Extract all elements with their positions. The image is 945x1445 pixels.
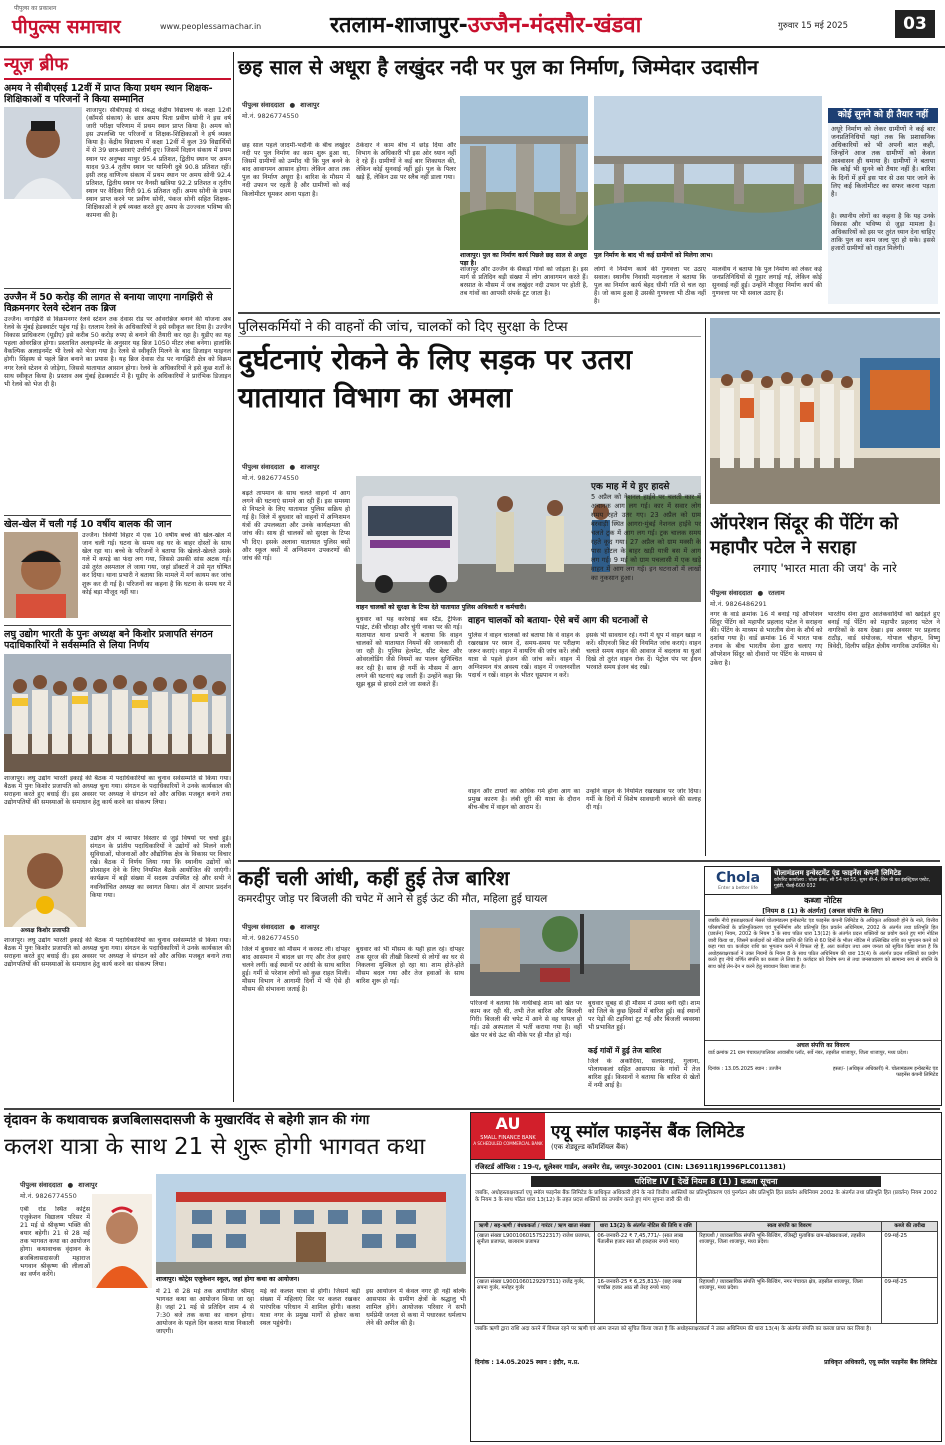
byline-phone: मो.नं. 9826774550	[242, 112, 299, 120]
chola-logo	[705, 867, 771, 894]
chola-logo-text: Chola	[715, 870, 761, 886]
au-sign: प्राधिकृत अधिकारी, एयू स्मॉल फाइनेंस बैंक लिमिटेड	[824, 1358, 937, 1366]
byline-dot: ●	[67, 1181, 74, 1189]
table-cell: 09-मई-25	[882, 1277, 938, 1323]
table-header: स्वत्व संपत्ति का विवरण	[697, 1222, 882, 1232]
byline-name: पीपुल्स संवाददाता	[20, 1181, 63, 1189]
weather-col-5: जिले के अकोदिया, सलसलाई, गुलाना, पोलायकलां सहित आसपास के गांवों में तेज बारिश हुई। किसानों ने बताया कि बारिश से खेतों में नमी आई है।	[588, 1058, 700, 1090]
bridge-sidebar-body: अधूरे निर्माण को लेकर ग्रामीणों ने कई बार जनप्रतिनिधियों यहां तक कि प्रशासनिक अधिकारियों को भी अपनी बात कही, जिन्होंने आज तक ग्रामीणों को केवल आश्वासन ही थमाया है। ग्रामीणों ने बताया कि कोई भी सुनने को तैयार नहीं है। बारिश के दिनों में हमें इस पार से उस पार जाने के लिए कई किलोमीटर का सफर करना पड़ता है।	[831, 125, 935, 198]
table-header: कब्जे की तारीख	[882, 1222, 938, 1232]
traffic-sidebar-body: 5 अप्रैल को नेशनल हाईवे पर चलती कार में अचानक आग लग गई। कार में सवार लोग समय रहते उतर गए। 23 अप्रैल को ग्राम बरवाड़ी स्थित आगरा-मुंबई नेशनल हाईवे पर चलते ट्रक में आग लग गई। ट्रक चालक समय रहते कूद गया। 27 अप्रैल को ग्राम मक्सी के पास होटल के बाहर खड़ी यात्री बस में आग लग गई। 9 मई को ग्राम पचलासी में एक खड़े वाहन में आग लग गई। इन घटनाओं में लाखों का नुकसान हुआ।	[591, 493, 701, 582]
table-header: धारा 13(2) के अंतर्गत नोटिस की तिथि व राशि	[595, 1222, 697, 1232]
au-logo-text: AU	[495, 1114, 521, 1133]
president-photo	[4, 835, 86, 927]
table-header-row	[475, 1222, 938, 1232]
chola-address: कॉर्पोरेट कार्यालय : चोला क्रेस्ट, सी 54 एवं 55, सुपर बी-4, थिरु वी का इंडस्ट्रियल एस्टेट, गुइंडी, चेन्नई-600 032	[774, 878, 931, 889]
bhagwat-col-1: एबी रोड स्थित कोट्रेस एजुकेशन विद्यालय परिसर में 21 मई से श्रीकृष्ण भक्ति की बयार बहेगी। 21 से 28 मई तक भागवत कथा का आयोजन होगा। कथावाचक वृंदावन के ब्रजबिलासदासजी महाराज भगवान श्रीकृष्ण की लीलाओं का वर्णन करेंगे।	[20, 1206, 90, 1278]
weather-photo	[470, 910, 700, 996]
group-photo-image	[4, 654, 231, 772]
weather-headline: कहीं चली आंधी, कहीं हुई तेज बारिश	[238, 866, 510, 890]
traffic-col-6: उन्होंने वाहन के नियमित रखरखाव पर जोर दिया। गर्मी के दिनों में विशेष सावधानी बरतने की सलाह दी गई।	[586, 788, 701, 812]
chola-body: जबकि नीचे हस्ताक्षरकर्ता मेसर्स चोलामंडलम इन्वेस्टमेंट एंड फाइनेंस कंपनी लिमिटेड के अधिकृत अधिकारी होने के नाते, वित्तीय परिसंपत्तियों के प्रतिभूतिकरण एवं पुनर्निर्माण और प्रतिभूति हित प्रवर्तन अधिनियम, 2002 के अंतर्गत तथा प्रतिभूति हित (प्रवर्तन) नियम, 2002 के नियम 3 के साथ पठित धारा 13(12) के अंतर्गत प्रदत्त शक्तियों का प्रयोग करते हुए मांग नोटिस जारी किया था, जिसमें कर्जदारों को नोटिस प्राप्ति की तिथि से 60 दिनों के भीतर नोटिस में उल्लिखित राशि का भुगतान करने को कहा गया था। कर्जदार राशि का भुगतान करने में विफल रहे हैं, अतः कर्जदार तथा आम जनता को सूचित किया जाता है कि अधोहस्ताक्षरकर्ता ने उक्त नियमों के नियम 8 के साथ पठित अधिनियम की धारा 13(4) के अंतर्गत प्रदत्त शक्तियों का प्रयोग करते हुए नीचे वर्णित संपत्ति का कब्जा ले लिया है। कर्जदार को विशेष रूप से तथा जनसाधारण को सामान्य रूप से संपत्ति के साथ कोई लेन-देन न करने हेतु सावधान किया जाता है।	[708, 918, 938, 970]
au-bank-notice-ad	[470, 1112, 942, 1442]
bridge-byline	[242, 92, 319, 120]
chola-company: चोलामंडलम इन्वेस्टमेंट एंड फाइनेंस कंपनी लिमिटेड	[774, 869, 902, 877]
bridge-col-3: शाजापुर और उज्जैन के सैकड़ों गांवों को जोड़ता है। इस मार्ग से प्रतिदिन बड़ी संख्या में लोग आवागमन करते हैं। बरसात के मौसम में जब लखुंदर नदी उफान पर होती है, तब गांवों का आपसी संपर्क टूट जाता है।	[460, 266, 588, 298]
bhagwat-byline	[20, 1172, 97, 1200]
byline-phone: मो.नं. 9826774550	[242, 934, 299, 942]
student-photo	[4, 107, 82, 199]
table-cell: 16-जनवरी-25 ₹ 6,25,813/- (छह लाख पच्चीस हजार आठ सौ तेरह रुपये मात्र)	[595, 1277, 697, 1323]
byline-phone: मो.नं. 9826486291	[710, 600, 767, 608]
bridge-col-4: लोगों ने निर्माण कार्य की गुणवत्ता पर उठाए सवाल। स्थानीय निवासी मदनलाल ने बताया कि पुल का निर्माण कार्य बेहद धीमी गति से चल रहा है। जो काम हुआ है उसकी गुणवत्ता भी ठीक नहीं है।	[594, 266, 706, 306]
byline-dot: ●	[289, 923, 296, 931]
table-row	[475, 1231, 938, 1277]
traffic-sidebar-title: एक माह में ये हुए हादसे	[591, 482, 670, 492]
group-photo	[4, 654, 231, 772]
brief-item-4-tail: शाजापुर। लघु उद्योग भारती इकाई की बैठक में पदाधिकारियों का चुनाव सर्वसम्मति से किया गया। बैठक में पुनः किशोर प्रजापति को अध्यक्ष चुना गया। संगठन के पदाधिकारियों ने उनके कार्यकाल की सराहना करते हुए बधाई दी। इस अवसर पर अध्यक्ष ने संगठन को और अधिक मजबूत बनाने तथा उद्योगपतियों की समस्याओं के समाधान हेतु कार्य करने का संकल्प लिया।	[4, 937, 231, 969]
weather-subhead: कमरदीपुर जोड़ पर बिजली की चपेट में आने से हुई ऊंट की मौत, महिला हुई घायल	[238, 893, 548, 905]
priest-photo-image	[92, 1194, 152, 1288]
byline-name: पीपुल्स संवाददाता	[242, 923, 285, 931]
masthead-url[interactable]: www.peoplessamachar.in	[160, 22, 262, 31]
byline-dot: ●	[757, 589, 764, 597]
brief-item-2-title: उज्जैन में 50 करोड़ की लागत से बनाया जाएगा नागझिरी से विक्रमनगर रेलवे स्टेशन तक ब्रिज	[4, 292, 213, 314]
section-divider	[4, 1108, 940, 1110]
bridge-col-2: ठेकेदार ने काम बीच में छोड़ दिया और विभाग के अधिकारी भी इस ओर ध्यान नहीं दे रहे हैं। ग्रामीणों ने कई बार शिकायत की, लेकिन कोई सुनवाई नहीं हुई। पुल के पिलर खड़े हैं, लेकिन उस पर स्लैब नहीं डाला गया।	[356, 142, 456, 182]
traffic-sub-1: वाहन चालकों को बताया- ऐसे बचें आग की घटनाओं से	[468, 616, 648, 626]
au-logo	[471, 1113, 545, 1159]
sindoor-col-2: भारतीय सेना द्वारा आतंकवादियों को खदेड़ते हुए बनाई गई पेंटिंग को महापौर प्रहलाद पटेल ने नागरिकों के साथ देखा। इस अवसर पर प्रहलाद राठौड़, वार्ड संयोजक, गोपाल चौहान, विष्णु त्रिवेदी, दिलीप सहित क्षेत्रीय नागरिक उपस्थित थे।	[827, 611, 940, 651]
au-logo-sub: SMALL FINANCE BANK	[480, 1135, 536, 1141]
table-cell: (खाता संख्या L9001060129297311) राजेंद्र गुर्जर, सपना गुर्जर, मनोहर गुर्जर	[475, 1277, 595, 1323]
brief-item-3-body: उज्जैन। त्रिवेणी विहार में एक 10 वर्षीय बच्चे की खेल-खेल में जान चली गई। घटना के समय वह घर के बाहर दोस्तों के साथ खेल रहा था। बच्चे के परिजनों ने बताया कि खेलते-खेलते उसके गले में कपड़े का फंदा लग गया, जिससे उसकी सांस अटक गई। उसे तुरंत अस्पताल ले जाया गया, जहां डॉक्टरों ने उसे मृत घोषित कर दिया। थाना प्रभारी ने बताया कि मामले में मर्ग कायम कर जांच शुरू कर दी गई है। परिजनों का कहना है कि घटना के समय घर में कोई बड़ा मौजूद नहीं था।	[82, 532, 231, 596]
president-photo-image	[4, 835, 86, 927]
sindoor-photo-image	[710, 318, 940, 504]
sindoor-subhead: लगाए 'भारत माता की जय' के नारे	[753, 561, 897, 575]
brief-item-3-title: खेल-खेल में चली गई 10 वर्षीय बालक की जान	[4, 519, 172, 530]
section-divider	[238, 860, 940, 862]
bridge-col-1: छह साल पहले जादमी-भदौनी के बीच लखुंदर नदी पर पुल निर्माण का काम शुरू हुआ था, जिसमें ग्रामीणों को उम्मीद थी कि पुल बनने के बाद आवागमन आसान होगा। लेकिन आज तक पुल का निर्माण अधूरा है। बारिश के मौसम में नदी उफान पर रहती है और ग्रामीणों को कई किलोमीटर घूमकर आना पड़ता है।	[242, 142, 350, 198]
bridge-headline: छह साल से अधूरा है लखुंदर नदी पर पुल का निर्माण, जिम्मेदार उदासीन	[238, 55, 759, 79]
brief-item-1-title: अमय ने सीबीएसई 12वीं में प्राप्त किया प्रथम स्थान शिक्षक-शिक्षिकाओं व परिजनों ने किया सम्मानित	[4, 83, 213, 105]
au-company: एयू स्मॉल फाइनेंस बैंक लिमिटेड	[551, 1121, 745, 1142]
divider	[4, 625, 231, 626]
byline-phone: मो.नं. 9826774550	[20, 1192, 77, 1200]
weather-photo-image	[470, 910, 700, 996]
bhagwat-story	[4, 1112, 466, 1442]
chola-property-head: अचल संपत्ति का विवरण	[705, 1040, 941, 1049]
brief-item-2-body: उज्जैन। नागझिरी से विक्रमनगर रेलवे स्टेशन तक देवास रोड पर ओवरब्रिज बनाने की योजना अब रेलवे के मुंबई हेडक्वार्टर पहुंच गई है। रतलाम रेलवे के अधिकारियों ने इसे स्वीकृत कर दिया है। उज्जैन विकास प्राधिकरण (यूडीए) इसे करीब 50 करोड़ रुपए से बनाने की तैयारी कर रहा है। यूडीए का यह पहला ओवरब्रिज होगा। प्रस्तावित अलाइनमेंट के अनुसार यह ब्रिज 1050 मीटर लंबा बनेगा। हालांकि वैकल्पिक अलाइनमेंट भी रेलवे को भेजा गया है। रेलवे से स्वीकृति मिलने के बाद डिजाइन फाइनल होगी। सिंहस्थ से पहले ब्रिज बनाने का प्रयास है। यह ब्रिज देवास रोड पर नागझिरी क्षेत्र को विक्रम नगर रेलवे स्टेशन से जोड़ेगा, जिससे यातायात आसान होगा। रेलवे के अधिकारियों ने इसे कुछ शर्तों के साथ स्वीकृत किया है। प्रस्ताव अब मुंबई हेडक्वार्टर में है। यूडीए के अधिकारियों ने प्रारंभिक डिजाइन भी रेलवे को भेज दी है।	[4, 316, 231, 388]
byline-location: शाजापुर	[300, 101, 320, 109]
au-notice-title: परिशिष्ट IV [ देखें नियम 8 (1) ] कब्जा सूचना	[531, 1176, 881, 1187]
byline-location: शाजापुर	[300, 463, 320, 471]
byline-location: रतलाम	[768, 589, 785, 597]
chola-property: वार्ड क्रमांक 21 ग्राम पंचायत/पालिका आवासीय प्लॉट, सर्वे नंबर, तहसील शाजापुर, जिला शाजापुर, मध्य प्रदेश।	[708, 1050, 908, 1056]
bhagwat-col-4: इस आयोजन में केवल नगर ही नहीं बल्कि आसपास के ग्रामीण क्षेत्रों के श्रद्धालु भी शामिल होंगे। आयोजक परिवार ने सभी धर्मप्रेमी जनता से कथा में पधारकर धर्मलाभ लेने की अपील की है।	[366, 1288, 466, 1328]
bridge-photo-2	[594, 96, 822, 250]
weather-sub-1: कई गांवों में हुई तेज बारिश	[588, 1046, 662, 1055]
edition-title-suffix: उज्जैन-मंदसौर-खंडवा	[467, 13, 642, 38]
masthead	[0, 0, 945, 48]
child-photo-image	[4, 532, 78, 618]
byline-location: शाजापुर	[300, 923, 320, 931]
chola-sign: हस्ता/- (अधिकृत अधिकारी) मे. चोलामंडलम इन्वेस्टमेंट एंड फाइनेंस कंपनी लिमिटेड	[832, 1066, 938, 1078]
brief-item-4-title: लघु उद्योग भारती के पुनः अध्यक्ष बने किशोर प्रजापति संगठन पदाधिकारियों ने सर्वसम्मति से लिया निर्णय	[4, 629, 213, 651]
school-photo	[156, 1174, 466, 1274]
bhagwat-kicker: वृंदावन के कथावाचक ब्रजबिलासदासजी के मुखारविंद से बहेगी ज्ञान की गंगा	[4, 1113, 370, 1128]
byline-dot: ●	[289, 101, 296, 109]
table-cell: रिहायशी / व्यावसायिक संपत्ति भूमि-बिल्डिंग, नगर पंचायत क्षेत्र, तहसील शाजापुर, जिला शाजापुर, मध्य प्रदेश।	[697, 1277, 882, 1323]
traffic-col-1: बढ़ते तापमान के साथ चलते वाहनों में आग लगने की घटनाएं सामने आ रही हैं। इस समस्या से निपटने के लिए यातायात पुलिस सक्रिय हो गई है। जिले में बुधवार को वाहनों में अग्निशमन यंत्रों की उपलब्धता और उनके कार्यक्षमता की जांच की। साथ ही चालकों को सुरक्षा के टिप्स भी दिए। इसके अलावा यातायात पुलिस बसों और स्कूल बसों में अग्निशमन उपकरणों की जांच की गई।	[242, 490, 350, 562]
brief-item-4-body: शाजापुर। लघु उद्योग भारती इकाई की बैठक में पदाधिकारियों का चुनाव सर्वसम्मति से किया गया। बैठक में पुनः किशोर प्रजापति को अध्यक्ष चुना गया। संगठन के पदाधिकारियों ने उनके कार्यकाल की सराहना करते हुए बधाई दी। इस अवसर पर अध्यक्ष ने संगठन को और अधिक मजबूत बनाने तथा उद्योगपतियों की समस्याओं के समाधान हेतु कार्य करने का संकल्प लिया।	[4, 775, 231, 807]
brief-item-1-body: शाजापुर। सीबीएसई से संबद्ध केंद्रीय विद्यालय के कक्षा 12वीं (कॉमर्स संकाय) के छात्र अमय पिता प्रवीण सोनी ने इस वर्ष जारी परीक्षा परिणाम में प्रथम स्थान प्राप्त किया है। अमय को इस उपलब्धि पर परिजनों व शिक्षक-शिक्षिकाओं ने हर्ष व्यक्त किया है। केंद्रीय विद्यालय में कक्षा 12वीं में कुल 39 विद्यार्थियों में से 39 छात्र-छात्राएं उत्तीर्ण हुए। जिसमें विज्ञान संकाय में प्रथम स्थान पर अनुष्का माथुर 95.4 प्रतिशत, द्वितीय स्थान पर अमन यादव 93.4 तृतीय स्थान पर यामिनी दुबे 90.8 प्रतिशत रहीं। इसी तरह वाणिज्य संकाय में प्रथम स्थान पर अमय सोनी 92.4 प्रतिशत, द्वितीय स्थान पर नैनसी खत्रिया 92.2 प्रतिशत व तृतीय स्थान पर वैदिका गिरी 91.6 प्रतिशत रहीं। अमय सोनी के प्रथम स्थान प्राप्त करने पर प्रवीण सोनी, पंकज सोनी सहित शिक्षक-शिक्षिकाओं ने हर्ष व्यक्त करते हुए अमय के उज्ज्वल भविष्य की कामना की है।	[86, 107, 231, 220]
table-row	[475, 1277, 938, 1323]
divider	[4, 515, 231, 516]
bridge-photo-1	[460, 96, 588, 250]
au-footer: जबकि ऋणी द्वारा राशि अदा करने में विफल रहने पर ऋणी एवं आम जनता को सूचित किया जाता है कि अधोहस्ताक्षरकर्ता ने उक्त अधिनियम की धारा 13(4) के अंतर्गत संपत्ति का कब्जा प्राप्त कर लिया है।	[475, 1325, 872, 1332]
weather-byline	[242, 914, 319, 942]
sindoor-headline: ऑपरेशन सिंदूर की पेंटिंग को महापौर पटेल ने सराहा	[710, 513, 899, 558]
chola-logo-tag: Enter a better life	[718, 886, 758, 891]
chola-notice-title: कब्जा नोटिस	[804, 896, 842, 905]
bhagwat-col-2: में 21 से 28 मई तक आयोजित श्रीमद् भागवत कथा का आयोजन किया जा रहा है। जहां 21 मई से प्रतिदिन शाम 4 से 7:30 बजे तक कथा का वाचन होगा। आयोजन के पहले दिन कलश यात्रा निकाली जाएगी।	[156, 1288, 254, 1336]
table-cell: 09-मई-25	[882, 1231, 938, 1277]
au-date: दिनांक : 14.05.2025 स्थान : इंदौर, म.प्र.	[475, 1358, 580, 1366]
table-cell: 06-जनवरी-22 ₹ 7,45,771/- (सात लाख पैंतालीस हजार सात सौ इकहत्तर रुपये मात्र)	[595, 1231, 697, 1277]
bridge-story	[238, 52, 940, 308]
traffic-col-5: वाहन और टायरों का अधिक गर्म होना आग का प्रमुख कारण है। लंबी दूरी की यात्रा के दौरान बीच-बीच में वाहन को आराम दें।	[468, 788, 580, 812]
table-header: ऋणी / सह-ऋणी / बंधककर्ता / गारंटर / ऋण खाता संख्या	[475, 1222, 595, 1232]
column-rule	[705, 318, 706, 856]
weather-col-3: परिजनों ने बताया कि नाथीबाई शाम को खेत पर काम कर रही थी, तभी तेज बारिश और बिजली गिरी। बिजली की चपेट में आने से वह घायल हो गई। उसे अस्पताल में भर्ती कराया गया है। वहीं खेत पर बंधे ऊंट की मौके पर ही मौत हो गई।	[470, 1000, 582, 1040]
traffic-kicker: पुलिसकर्मियों ने की वाहनों की जांच, चालकों को दिए सुरक्षा के टिप्स	[238, 318, 701, 337]
byline-dot: ●	[289, 463, 296, 471]
news-brief-header: न्यूज़ ब्रीफ	[4, 52, 231, 80]
traffic-col-4: इसके भी सावधान रहें। गर्मी में धूप में वाहन खड़ा न करें। सीएनजी किट की नियमित जांच कराएं। वाहन चलाते समय वाहन की आवाज में बदलाव या धुआं दिखे तो तुरंत वाहन रोक दें। पेट्रोल पंप पर ईंधन भरवाते समय इंजन बंद रखें।	[586, 632, 701, 672]
bridge-sidebar	[828, 108, 938, 304]
byline-name: पीपुल्स संवाददाता	[242, 101, 285, 109]
au-logo-tag: A SCHEDULED COMMERCIAL BANK	[473, 1141, 543, 1146]
traffic-col-2: बुधवार को यह कार्रवाई बस स्टैंड, ट्रैफिक पाइंट, टंकी चौराहा और चुंगी नाका पर की गई। यातायात थाना प्रभारी ने बताया कि वाहन चालकों को यातायात नियमों की जानकारी दी जा रही है। पुलिस हेलमेट, सीट बेल्ट और ओवरलोडिंग जैसे नियमों का पालन सुनिश्चित कर रही है। साथ ही गर्मी के मौसम में आग लगने की घटनाएं बढ़ जाती हैं। उन्होंने कहा कि सूझ बूझ से हादसे टाले जा सकते हैं।	[356, 616, 462, 688]
bridge-col-5: मालवीय ने बताया कि पुल निर्माण को लेकर कई जनप्रतिनिधियों से गुहार लगाई गई, लेकिन कोई सुनवाई नहीं हुई। उन्होंने मौजूदा निर्माण कार्य की गुणवत्ता पर भी सवाल उठाए हैं।	[712, 266, 822, 298]
edition-title-prefix: रतलाम-शाजापुर-	[330, 13, 468, 38]
bridge-sidebar-title: कोई सुनने को ही तैयार नहीं	[828, 108, 938, 123]
chola-notice-ad	[704, 866, 942, 1106]
chola-notice-rule: [नियम 8 (1) के अंतर्गत] (अचल संपत्ति के लिए)	[705, 906, 941, 916]
au-notice-table	[474, 1221, 938, 1324]
au-body: जबकि, अधोहस्ताक्षरकर्ता एयू स्मॉल फाइनेंस बैंक लिमिटेड के प्राधिकृत अधिकारी होने के नाते वित्तीय आस्तियों का प्रतिभूतिकरण एवं पुनर्गठन और प्रतिभूति हित प्रवर्तन अधिनियम 2002 के अंतर्गत तथा प्रतिभूति हित (प्रवर्तन) नियम 2002 के नियम 3 के साथ पठित धारा 13(12) के तहत प्रदत्त शक्तियों का उपयोग करते हुए मांग सूचना जारी की थी।	[475, 1190, 937, 1203]
column-rule	[233, 52, 234, 1102]
bridge-col-6: है। स्थानीय लोगों का कहना है कि यह उनके विकास और भविष्य से जुड़ा मामला है। अधिकारियों को इस पर तुरंत ध्यान देना चाहिए ताकि पुल का काम जल्द पूरा हो सके। इससे हजारों ग्रामीणों को राहत मिलेगी।	[831, 213, 935, 253]
traffic-photo-caption: वाहन चालकों को सुरक्षा के टिप्स देते यातायात पुलिस अधिकारी व कर्मचारी।	[356, 604, 527, 611]
page-number: 03	[895, 10, 935, 38]
au-company-sub: (एक शेड्यूल्ड कॉमर्शियल बैंक)	[551, 1142, 629, 1151]
divider	[4, 288, 231, 289]
weather-col-1: जिले में बुधवार को मौसम ने करवट ली। दोपहर बाद आसमान में बादल छा गए और तेज हवाएं चलने लगीं। कई स्थानों पर आंधी के साथ बारिश हुई। गर्मी से परेशान लोगों को कुछ राहत मिली। मौसम विभाग ने आगामी दिनों में भी ऐसे ही मौसम की संभावना जताई है।	[242, 946, 350, 994]
au-address: रजिस्टर्ड ऑफिस : 19-ए, धूलेश्वर गार्डन, अजमेर रोड, जयपुर-302001 (CIN: L36911RJ1996PLC011381)	[471, 1160, 941, 1174]
traffic-headline: दुर्घटनाएं रोकने के लिए सड़क पर उतरा यातायात विभाग का अमला	[238, 343, 633, 414]
traffic-col-3: पुलिस ने वाहन चालकों को बताया कि वे वाहन के रखरखाव पर ध्यान दें, समय-समय पर परीक्षण जरूर कराएं। वाहन में वायरिंग की जांच करें। लंबी यात्रा से पहले इंजन की जांच करें। वाहन में अग्निशमन यंत्र अवश्य रखें। वाहन में ज्वलनशील पदार्थ न रखें। वाहन के भीतर धूम्रपान न करें।	[468, 632, 580, 680]
news-brief	[4, 52, 231, 1104]
sindoor-story	[710, 318, 940, 858]
masthead-logo: पीपुल्स समाचार	[12, 16, 121, 38]
byline-name: पीपुल्स संवाददाता	[242, 463, 285, 471]
sindoor-col-1: नगर के वार्ड क्रमांक 16 में बनाई गई ऑपरेशन सिंदूर पेंटिंग को महापौर प्रहलाद पटेल ने सराहना की। पेंटिंग के माध्यम से भारतीय सेना के शौर्य को दर्शाया गया है। वार्ड क्रमांक 16 में भारत पाक तनाव के बीच भारतीय सेना द्वारा चलाए गए ऑपरेशन सिंदूर को दीवारों पर पेंटिंग के माध्यम से उकेरा है।	[710, 611, 823, 667]
chola-date: दिनांक : 13.05.2025 स्थान : उज्जैन	[708, 1066, 781, 1072]
bridge-photo-2-image	[594, 96, 822, 250]
table-cell: रिहायशी / व्यावसायिक संपत्ति भूमि-बिल्डिंग, रजिस्ट्री मुताबिक ग्राम-खोखराकलां, तहसील शाजापुर, जिला शाजापुर, मध्य प्रदेश।	[697, 1231, 882, 1277]
school-photo-caption: शाजापुर। कोट्रेस एजुकेशन स्कूल, जहां होगा कथा का आयोजन।	[156, 1276, 300, 1283]
child-photo	[4, 532, 78, 618]
president-caption: अध्यक्ष किशोर प्रजापति	[20, 928, 70, 934]
priest-photo	[92, 1194, 152, 1288]
brief-item-4-more: उद्योग क्षेत्र में व्यापार विस्तार से जुड़े विषयों पर चर्चा हुई। संगठन के प्रांतीय पदाधिकारियों ने उद्योगों को मिलने वाली सुविधाओं, योजनाओं और औद्योगिक क्षेत्र के विकास पर विचार रखे। बैठक में निर्णय लिया गया कि स्थानीय उद्योगों को प्रोत्साहन देने के लिए नियमित बैठकें आयोजित की जाएंगी। कार्यक्रम में बड़ी संख्या में सदस्य उपस्थित रहे और सभी ने नवनिर्वाचित अध्यक्ष का स्वागत किया। अंत में आभार प्रदर्शन किया गया।	[90, 835, 231, 899]
weather-col-4: बुधवार सुबह से ही मौसम में उमस बनी रही। शाम को जिले के कुछ हिस्सों में बारिश हुई। कई स्थानों पर पेड़ों की टहनियां टूट गईं और बिजली व्यवस्था भी प्रभावित हुई।	[588, 1000, 700, 1032]
sindoor-photo	[710, 318, 940, 504]
school-photo-image	[156, 1174, 466, 1274]
traffic-byline	[242, 454, 319, 482]
weather-story	[238, 864, 700, 1106]
masthead-date: गुरुवार 15 मई 2025	[778, 21, 849, 31]
byline-name: पीपुल्स संवाददाता	[710, 589, 753, 597]
traffic-sidebar	[591, 482, 701, 858]
byline-location: शाजापुर	[78, 1181, 98, 1189]
section-divider	[238, 312, 940, 314]
bridge-photo-1-caption: शाजापुर। पुल का निर्माण कार्य पिछले छह साल से अधूरा पड़ा है।	[460, 252, 587, 267]
bhagwat-col-3: मई को कलश यात्रा से होगी। जिसमें बड़ी संख्या में महिलाएं सिर पर कलश रखकर पारंपरिक परिधान में शामिल होंगी। कलश यात्रा नगर के प्रमुख मार्गों से होकर कथा स्थल पहुंचेगी।	[260, 1288, 360, 1328]
student-photo-image	[4, 107, 82, 199]
bhagwat-headline: कलश यात्रा के साथ 21 से शुरू होगी भागवत कथा	[4, 1134, 426, 1160]
bridge-photo-2-caption: पुल निर्माण के बाद भी कई ग्रामीणों को मिलेगा लाभ।	[594, 252, 713, 259]
bridge-photo-1-image	[460, 96, 588, 250]
table-cell: (खाता संख्या L9001060157522317) राजेश प्रजापत, सुनीता प्रजापत, बालाराम प्रजापत	[475, 1231, 595, 1277]
weather-col-2: बुधवार को भी मौसम के यही हाल रहे। दोपहर तक सूरज की तीखी किरणों से लोगों का घर से निकलना मुश्किल हो रहा था। शाम होते-होते मौसम बदल गया और तेज हवाओं के साथ बारिश शुरू हो गई।	[356, 946, 464, 986]
edition-title	[330, 9, 641, 39]
masthead-tagline: पीपुल्स का प्रकाशन	[14, 5, 57, 12]
byline-phone: मो.नं. 9826774550	[242, 474, 299, 482]
